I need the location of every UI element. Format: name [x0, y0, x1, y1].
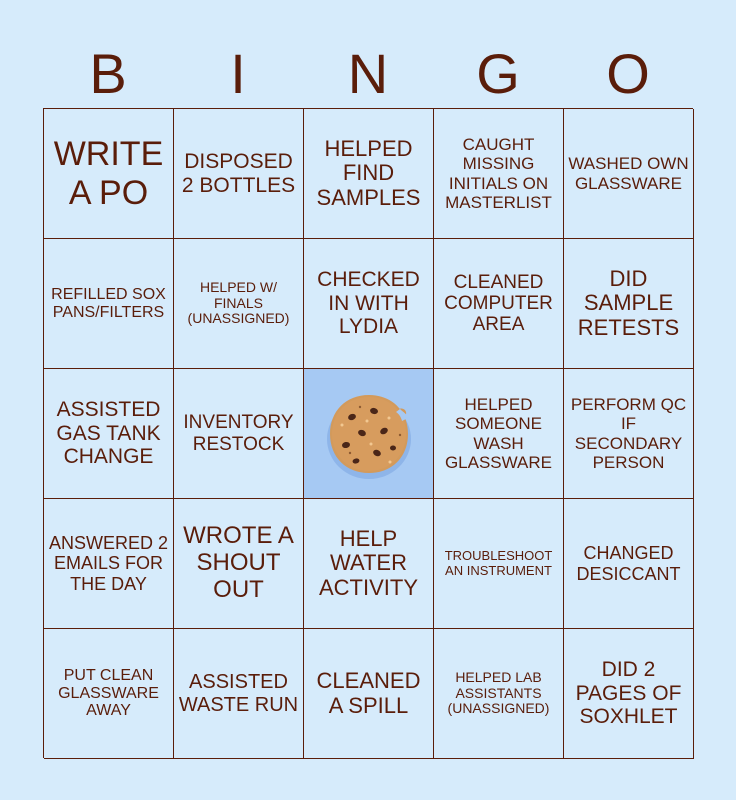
- cell-label: ASSISTED WASTE RUN: [178, 671, 299, 716]
- bingo-cell-r1-c4[interactable]: [434, 109, 564, 239]
- bingo-cell-r5-c3[interactable]: [304, 629, 434, 759]
- header-letter-n: N: [347, 42, 389, 105]
- bingo-board: [43, 108, 693, 758]
- bingo-cell-r1-c2[interactable]: [174, 109, 304, 239]
- cell-label: DID SAMPLE RETESTS: [577, 265, 680, 340]
- cell-label: REFILLED SOX PANS/FILTERS: [51, 285, 166, 321]
- bingo-cell-r5-c5[interactable]: [564, 629, 694, 759]
- cell-label: WROTE A SHOUT OUT: [183, 522, 294, 603]
- bingo-cell-r5-c1[interactable]: [44, 629, 174, 759]
- cell-label: CAUGHT MISSING INITIALS ON MASTERLIST: [445, 135, 552, 212]
- bingo-cell-r2-c3[interactable]: [304, 239, 434, 369]
- header-letter-i: I: [230, 42, 246, 105]
- bingo-header: [43, 40, 693, 108]
- cell-label: PERFORM QC IF SECONDARY PERSON: [570, 395, 687, 472]
- bingo-cell-r4-c3[interactable]: [304, 499, 434, 629]
- bingo-cell-r2-c5[interactable]: [564, 239, 694, 369]
- cell-label: ASSISTED GAS TANK CHANGE: [56, 398, 161, 469]
- cell-label: CHANGED DESICCANT: [576, 543, 681, 584]
- cell-label: DID 2 PAGES OF SOXHLET: [575, 658, 682, 729]
- cell-label: HELPED LAB ASSISTANTS (UNASSIGNED): [447, 668, 550, 717]
- bingo-cell-r3-c5[interactable]: [564, 369, 694, 499]
- cell-label: ANSWERED 2 EMAILS FOR THE DAY: [48, 533, 169, 594]
- cell-label: PUT CLEAN GLASSWARE AWAY: [58, 666, 159, 720]
- bingo-cell-r1-c1[interactable]: [44, 109, 174, 239]
- cell-label: CHECKED IN WITH LYDIA: [317, 268, 420, 339]
- cell-label: HELP WATER ACTIVITY: [318, 525, 418, 600]
- cookie-icon: [319, 384, 419, 484]
- cell-label: CLEANED COMPUTER AREA: [444, 271, 553, 336]
- bingo-cell-r2-c4[interactable]: [434, 239, 564, 369]
- header-letter-b: B: [89, 42, 127, 105]
- bingo-cell-r5-c2[interactable]: [174, 629, 304, 759]
- bingo-cell-r1-c3[interactable]: [304, 109, 434, 239]
- bingo-cell-r1-c5[interactable]: [564, 109, 694, 239]
- header-letter-g: G: [476, 42, 520, 105]
- cell-label: DISPOSED 2 BOTTLES: [181, 149, 296, 197]
- cell-label: HELPED FIND SAMPLES: [316, 135, 421, 210]
- cell-label: HELPED W/ FINALS (UNASSIGNED): [187, 278, 290, 327]
- cell-label: CLEANED A SPILL: [316, 667, 421, 718]
- free-space-cell[interactable]: [304, 369, 434, 499]
- cell-label: HELPED SOMEONE WASH GLASSWARE: [444, 395, 553, 472]
- bingo-cell-r2-c1[interactable]: [44, 239, 174, 369]
- cell-label: WRITE A PO: [53, 135, 164, 212]
- bingo-cell-r4-c2[interactable]: [174, 499, 304, 629]
- bingo-cell-r4-c5[interactable]: [564, 499, 694, 629]
- cell-label: INVENTORY RESTOCK: [183, 412, 294, 455]
- bingo-cell-r3-c4[interactable]: [434, 369, 564, 499]
- bingo-cell-r4-c1[interactable]: [44, 499, 174, 629]
- bingo-cell-r3-c2[interactable]: [174, 369, 304, 499]
- cell-label: TROUBLESHOOT AN INSTRUMENT: [444, 547, 553, 578]
- header-letter-o: O: [606, 42, 650, 105]
- bingo-cell-r4-c4[interactable]: [434, 499, 564, 629]
- bingo-cell-r3-c1[interactable]: [44, 369, 174, 499]
- cell-label: WASHED OWN GLASSWARE: [568, 154, 689, 193]
- bingo-cell-r2-c2[interactable]: [174, 239, 304, 369]
- bingo-cell-r5-c4[interactable]: [434, 629, 564, 759]
